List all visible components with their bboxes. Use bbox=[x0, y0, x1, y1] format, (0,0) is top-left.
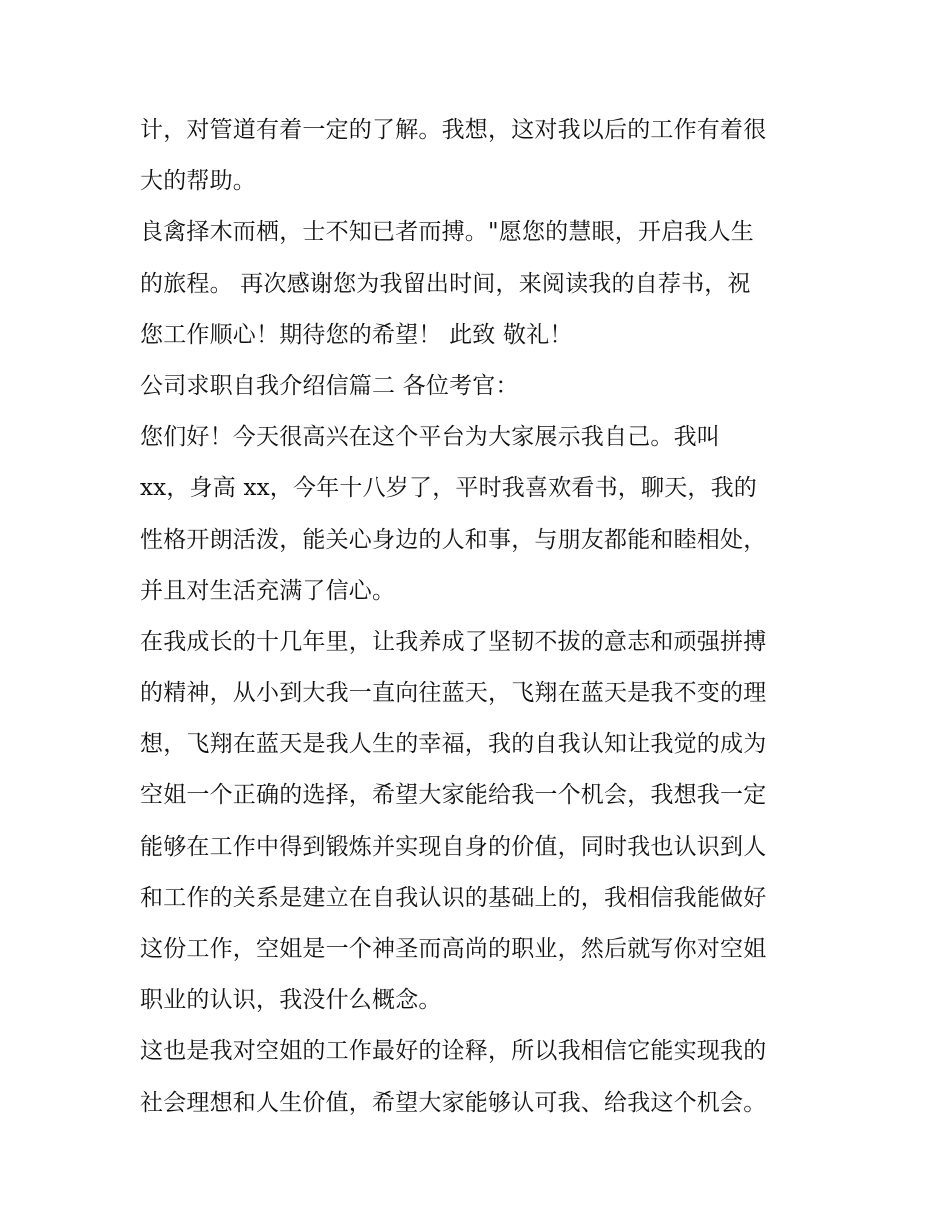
text-line: 空姐一个正确的选择，希望大家能给我一个机会，我想我一定 bbox=[140, 782, 767, 809]
text-line: 大的帮助。 bbox=[140, 168, 256, 195]
text-line: 职业的认识，我没什么概念。 bbox=[140, 987, 442, 1014]
text-line: 这也是我对空姐的工作最好的诠释，所以我相信它能实现我的 bbox=[140, 1038, 767, 1065]
text-line: 能够在工作中得到锻炼并实现自身的价值，同时我也认识到人 bbox=[140, 833, 767, 860]
text-line: 想，飞翔在蓝天是我人生的幸福，我的自我认知让我觉的成为 bbox=[140, 731, 767, 758]
text-line: 并且对生活充满了信心。 bbox=[140, 577, 396, 604]
document-body bbox=[140, 105, 820, 1129]
text-line: 这份工作，空姐是一个神圣而高尚的职业，然后就写你对空姐 bbox=[140, 936, 767, 962]
text-line: 社会理想和人生价值，希望大家能够认可我、给我这个机会。 bbox=[140, 1089, 767, 1116]
text-line: xx，身高 xx，今年十八岁了，平时我喜欢看书，聊天，我的 bbox=[140, 475, 757, 502]
text-line: 您们好！今天很高兴在这个平台为大家展示我自己。我叫 bbox=[140, 424, 720, 451]
text-line: 的旅程。 再次感谢您为我留出时间，来阅读我的自荐书，祝 bbox=[140, 270, 751, 297]
text-line: 良禽择木而栖，士不知已者而搏。"愿您的慧眼，开启我人生 bbox=[140, 219, 754, 246]
text-line: 在我成长的十几年里，让我养成了坚韧不拔的意志和顽强拼搏 bbox=[140, 628, 767, 655]
text-line: 计，对管道有着一定的了解。我想，这对我以后的工作有着很 bbox=[140, 117, 767, 143]
text-line: 和工作的关系是建立在自我认识的基础上的，我相信我能做好 bbox=[140, 884, 767, 911]
text-line: 您工作顺心！期待您的希望！ 此致 敬礼！ bbox=[140, 321, 573, 348]
section-heading-line: 公司求职自我介绍信篇二 各位考官： bbox=[140, 372, 519, 399]
text-line: 性格开朗活泼，能关心身边的人和事，与朋友都能和睦相处， bbox=[140, 526, 767, 553]
text-line: 的精神，从小到大我一直向往蓝天，飞翔在蓝天是我不变的理 bbox=[140, 680, 767, 707]
